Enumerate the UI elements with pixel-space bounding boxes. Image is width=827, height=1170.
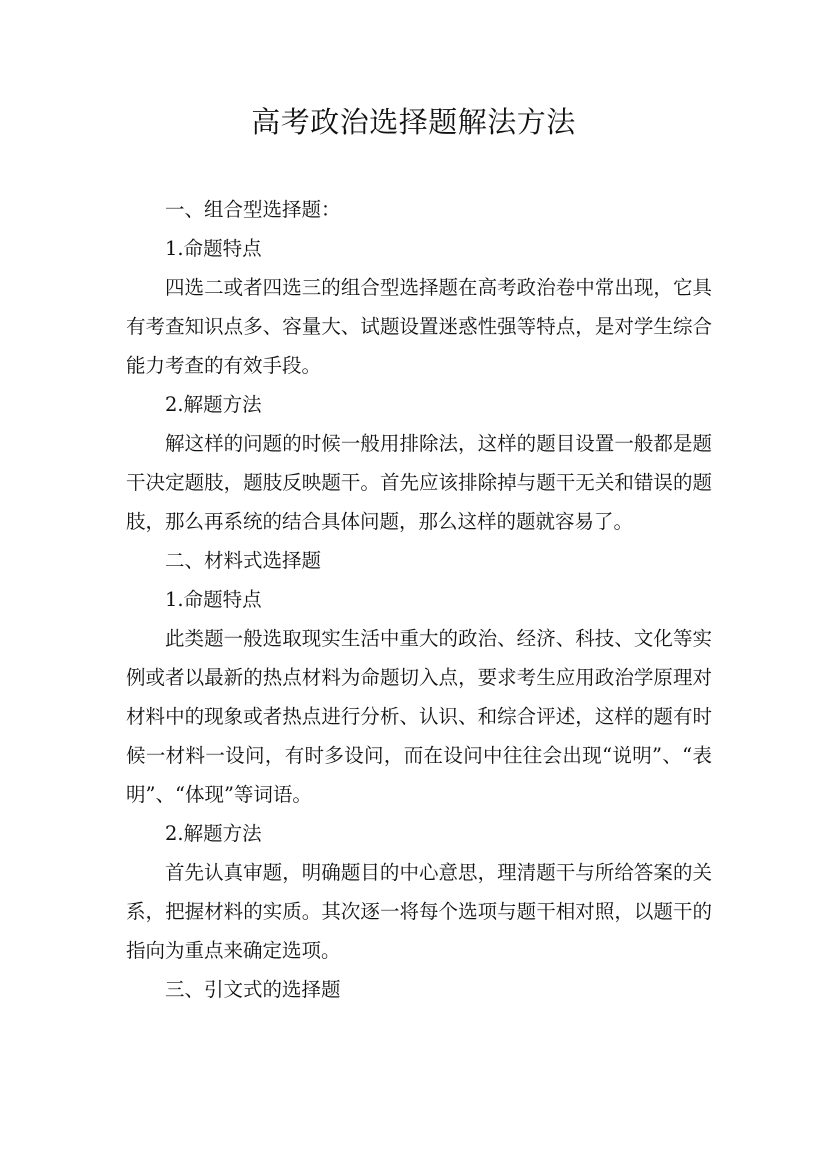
paragraph-feature-1: 四选二或者四选三的组合型选择题在高考政治卷中常出现，它具有考查知识点多、容量大、试题设置迷惑性强等特点，是对学生综合能力考查的有效手段。 [126,276,712,377]
subheading-feature-1: 1.命题特点 [165,237,262,260]
subheading-method-1: 2.解题方法 [165,393,262,416]
document-title: 高考政治选择题解法方法 [251,105,576,139]
paragraph-method-1: 解这样的问题的时候一般用排除法，这样的题目设置一般都是题干决定题肢，题肢反映题干。首先应该排除掉与题干无关和错误的题肢，那么再系统的结合具体问题，那么这样的题就容易了。 [126,432,712,533]
subheading-method-2: 2.解题方法 [165,822,262,845]
paragraph-method-2: 首先认真审题，明确题目的中心意思，理清题干与所给答案的关系，把握材料的实质。其次逐一将每个选项与题干相对照，以题干的指向为重点来确定选项。 [126,861,712,962]
paragraph-feature-2: 此类题一般选取现实生活中重大的政治、经济、科技、文化等实例或者以最新的热点材料为命题切入点，要求考生应用政治学原理对材料中的现象或者热点进行分析、认识、和综合评述，这样的题有时候一材料一设问，有时多设问，而在设问中往往会出现“说明”、“表明”、“体现”等词语。 [126,627,712,806]
subheading-feature-2: 1.命题特点 [165,588,262,611]
document-body [126,190,712,1009]
section-heading-2: 二、材料式选择题 [165,549,322,572]
section-heading-1: 一、组合型选择题： [165,198,341,221]
section-heading-3: 三、引文式的选择题 [165,978,341,1001]
